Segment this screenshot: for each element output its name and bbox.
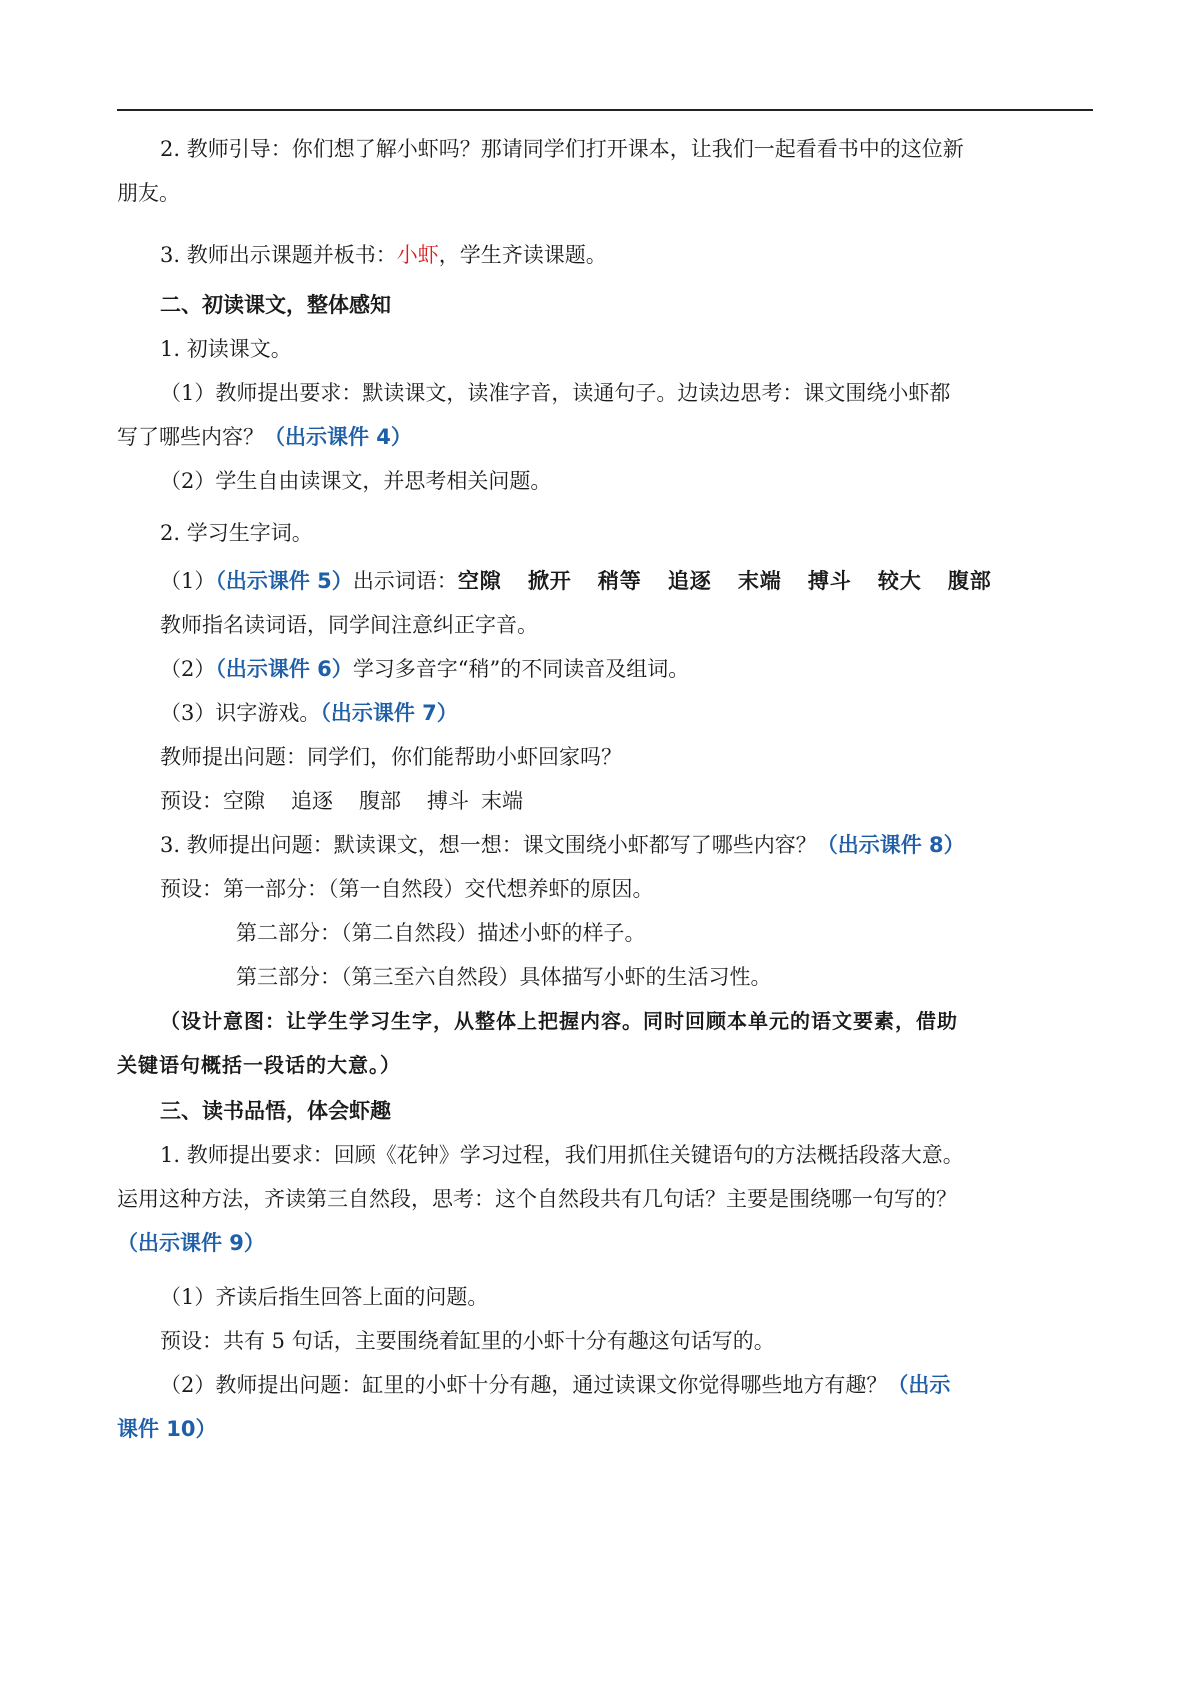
preset-label: 预设：: [160, 789, 223, 813]
sub-2-2: [160, 654, 689, 684]
step-3-title-line: [160, 240, 607, 270]
step-2-guide-line-1: 2. 教师引导：你们想了解小虾吗？那请同学们打开课本，让我们一起看看书中的这位新: [160, 137, 964, 161]
preset-word: 追逐: [291, 789, 333, 813]
sec3-step-1-line-1: 1. 教师提出要求：回顾《花钟》学习过程，我们用抓住关键语句的方法概括段落大意。: [160, 1143, 964, 1167]
sub-3-question: [160, 830, 965, 860]
sub-1-initial-reading: 1. 初读课文。: [160, 337, 292, 361]
sec3-sub-1: （1）齐读后指生回答上面的问题。: [160, 1285, 489, 1309]
sub-2-1-line-2: 教师指名读词语，同学间注意纠正字音。: [160, 613, 538, 637]
courseware-ref-10-start: （出示: [887, 1373, 951, 1397]
courseware-ref-5: （出示课件 5）: [215, 569, 353, 593]
preset-word: 空隙: [223, 789, 265, 813]
sub-2-question: 教师提出问题：同学们，你们能帮助小虾回家吗？: [160, 745, 622, 769]
vocab-word: 追逐: [667, 569, 712, 593]
lesson-title-highlight: 小虾: [396, 243, 439, 267]
sub-1-1-line-2: [117, 422, 412, 452]
sub-2-1-words-line: [160, 566, 992, 596]
vocab-word: 末端: [737, 569, 782, 593]
sub-3-preset-part-1: [160, 874, 654, 904]
step-3-text-pre: 3. 教师出示课题并板书：: [160, 243, 397, 267]
section-heading-3: 三、读书品悟，体会虾趣: [160, 1099, 391, 1123]
vocab-word: 腹部: [947, 569, 992, 593]
courseware-ref-4: （出示课件 4）: [264, 425, 412, 449]
sub-3-preset-part-2: 第二部分：（第二自然段）描述小虾的样子。: [236, 921, 646, 945]
sub-2-1-label: 出示词语：: [352, 569, 458, 593]
courseware-ref-10-end: 课件 10）: [117, 1417, 217, 1441]
preset-label: 预设：: [160, 877, 223, 901]
vocab-word: 搏斗: [807, 569, 852, 593]
preset-word: 腹部: [359, 789, 401, 813]
vocab-word: 掀开: [527, 569, 572, 593]
sub-2-learn-words: 2. 学习生字词。: [160, 521, 313, 545]
sec3-step-1-line-2: 运用这种方法，齐读第三自然段，思考：这个自然段共有几句话？主要是围绕哪一句写的？: [117, 1187, 957, 1211]
sub-1-1-line-1: （1）教师提出要求：默读课文，读准字音，读通句子。边读边思考：课文围绕小虾都: [160, 381, 951, 405]
courseware-ref-8: （出示课件 8）: [816, 833, 965, 857]
vocab-word: 较大: [877, 569, 922, 593]
preset-word: 搏斗: [427, 789, 469, 813]
sub-1-1-text: 写了哪些内容？: [117, 425, 264, 449]
sub-1-2: （2）学生自由读课文，并思考相关问题。: [160, 469, 552, 493]
sub-2-1-num: （1）: [160, 569, 216, 593]
vocab-word: 稍等: [597, 569, 642, 593]
design-intent-line-2: 关键语句概括一段话的大意。）: [117, 1053, 401, 1077]
sub-3-preset-part-3: 第三部分：（第三至六自然段）具体描写小虾的生活习性。: [236, 965, 772, 989]
sub-3-text: 3. 教师提出问题：默读课文，想一想：课文围绕小虾都写了哪些内容？: [160, 833, 817, 857]
header-rule: [117, 109, 1093, 111]
sub-2-3: [160, 698, 458, 728]
preset-word: 末端: [481, 789, 523, 813]
sub-2-preset: [160, 786, 523, 816]
sec3-sub-2-text: （2）教师提出问题：缸里的小虾十分有趣，通过读课文你觉得哪些地方有趣？: [160, 1373, 888, 1397]
step-3-text-post: ，学生齐读课题。: [438, 243, 607, 267]
courseware-ref-9: （出示课件 9）: [117, 1231, 265, 1255]
sec3-sub-2-line-1: [160, 1370, 950, 1400]
sub-2-2-num: （2）: [160, 657, 216, 681]
sub-2-3-text: （3）识字游戏。: [160, 701, 321, 725]
vocab-word: 空隙: [457, 569, 502, 593]
design-intent-line-1: （设计意图：让学生学习生字，从整体上把握内容。同时回顾本单元的语文要素，借助: [160, 1009, 958, 1033]
courseware-ref-7: （出示课件 7）: [320, 701, 458, 725]
courseware-ref-6: （出示课件 6）: [215, 657, 353, 681]
part-1: 第一部分：（第一自然段）交代想养虾的原因。: [223, 877, 654, 901]
sub-2-2-text: 学习多音字“稍”的不同读音及组词。: [352, 657, 690, 681]
section-heading-2: 二、初读课文，整体感知: [160, 293, 391, 317]
step-2-guide-line-2: 朋友。: [117, 181, 180, 205]
sec3-preset: 预设：共有 5 句话，主要围绕着缸里的小虾十分有趣这句话写的。: [160, 1329, 775, 1353]
